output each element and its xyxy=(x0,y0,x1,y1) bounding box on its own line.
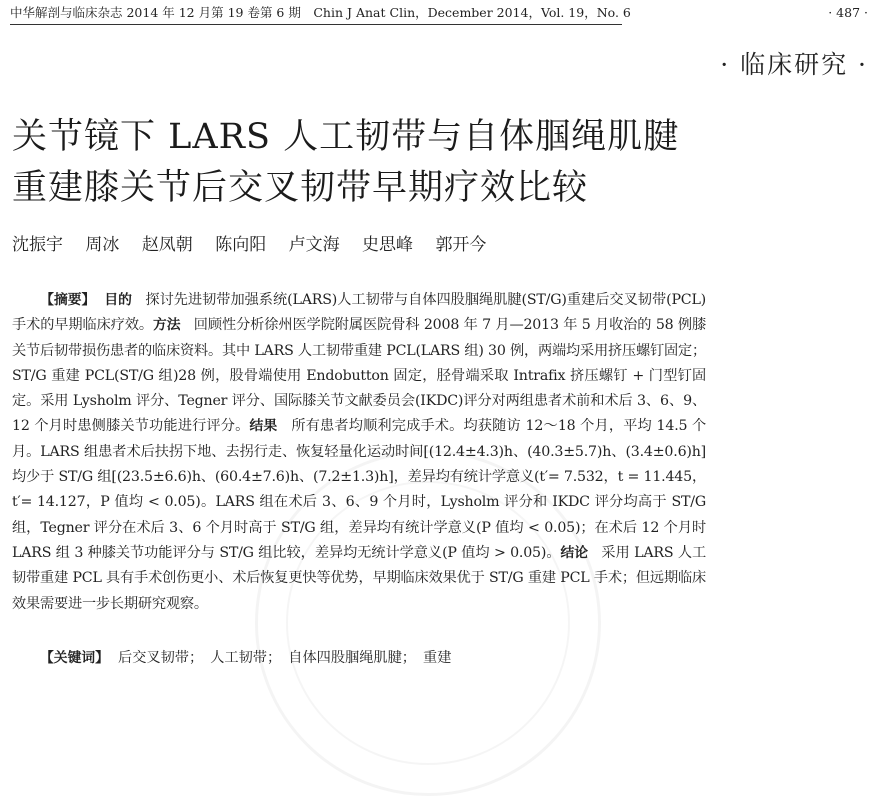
section-label: · 临床研究 · xyxy=(720,50,868,79)
header-underline xyxy=(10,24,622,25)
author: 郭开今 xyxy=(435,235,487,255)
author-list xyxy=(12,232,872,258)
keywords xyxy=(12,646,706,671)
author: 沈振宇 xyxy=(12,235,63,255)
objective-text: 探讨先进韧带加强系统(LARS)人工韧带与自体四股腘绳肌腱(ST/G)重建后交叉韧带(PCL)手术的早期临床疗效。 xyxy=(12,292,707,334)
page-number: · 487 · xyxy=(828,5,868,20)
objective-label: 目的 xyxy=(104,292,132,308)
title-line-1: 关节镜下 LARS 人工韧带与自体腘绳肌腱 xyxy=(12,117,680,157)
keywords-label: 【关键词】 xyxy=(40,650,109,666)
conclusion-label: 结论 xyxy=(560,544,589,561)
article-title xyxy=(12,112,872,214)
author: 陈向阳 xyxy=(215,235,267,255)
title-line-2: 重建膝关节后交叉韧带早期疗效比较 xyxy=(12,168,589,208)
running-header xyxy=(10,3,868,25)
journal-citation: 中华解剖与临床杂志 2014 年 12 月第 19 卷第 6 期 Chin J Anat Clin，December 2014，Vol. 19，No. 6 xyxy=(10,5,631,20)
results-text: 所有患者均顺利完成手术。均获随访 12～18 个月，平均 14.5 个月。LARS 组患者术后扶拐下地、去拐行走、恢复轻量化运动时间[(12.4±4.3)h、(40.3±5.7)h、(3.4±0.6)h]均少于 ST/G 组[(23.5±6.6)h、(60.4±7.6)h、(7.2±1.3)h]，差异均有统计学意义(t′= 7.532，t = 11.445，t′= 14.127，P 值均 < 0.05)。LARS 组在术后 3、6、9 个月时，Lysholm 评分和 IKDC 评分均高于 ST/G 组，Tegner 评分在术后 3、6 个月时高于 ST/G 组，差异均有统计学意义(P 值均 < 0.05)；在术后 12 个月时 LARS 组 3 种膝关节功能评分与 ST/G 组比较，差异均无统计学意义(P 值均 > 0.05)。 xyxy=(12,418,706,561)
methods-label: 方法 xyxy=(153,317,181,334)
author: 周冰 xyxy=(85,235,120,255)
methods-text: 回顾性分析徐州医学院附属医院骨科 2008 年 7 月—2013 年 5 月收治的 58 例膝关节后韧带损伤患者的临床资料。其中 LARS 人工韧带重建 PCL(LARS 组) 30 例，两端均采用挤压螺钉固定；ST/G 重建 PCL(ST/G 组)28 例，股骨端使用 Endobutton 固定，胫骨端采取 Intrafix 挤压螺钉 + 门型钉固定。采用 Lysholm 评分、Tegner 评分、国际膝关节文献委员会(IKDC)评分对两组患者术前和术后 3、6、9、12 个月时患侧膝关节功能进行评分。 xyxy=(12,317,706,435)
results-label: 结果 xyxy=(249,418,278,435)
abstract xyxy=(12,288,706,617)
keywords-list: 后交叉韧带； 人工韧带； 自体四股腘绳肌腱； 重建 xyxy=(118,650,452,666)
conclusion-text: 采用 LARS 人工韧带重建 PCL 具有手术创伤更小、术后恢复更快等优势，早期临床效果优于 ST/G 重建 PCL 手术；但远期临床效果需要进一步长期研究观察。 xyxy=(12,544,706,612)
abstract-label: 【摘要】 xyxy=(40,292,96,308)
author: 赵凤朝 xyxy=(141,235,193,255)
author: 史思峰 xyxy=(362,235,414,255)
author: 卢文海 xyxy=(288,235,340,255)
